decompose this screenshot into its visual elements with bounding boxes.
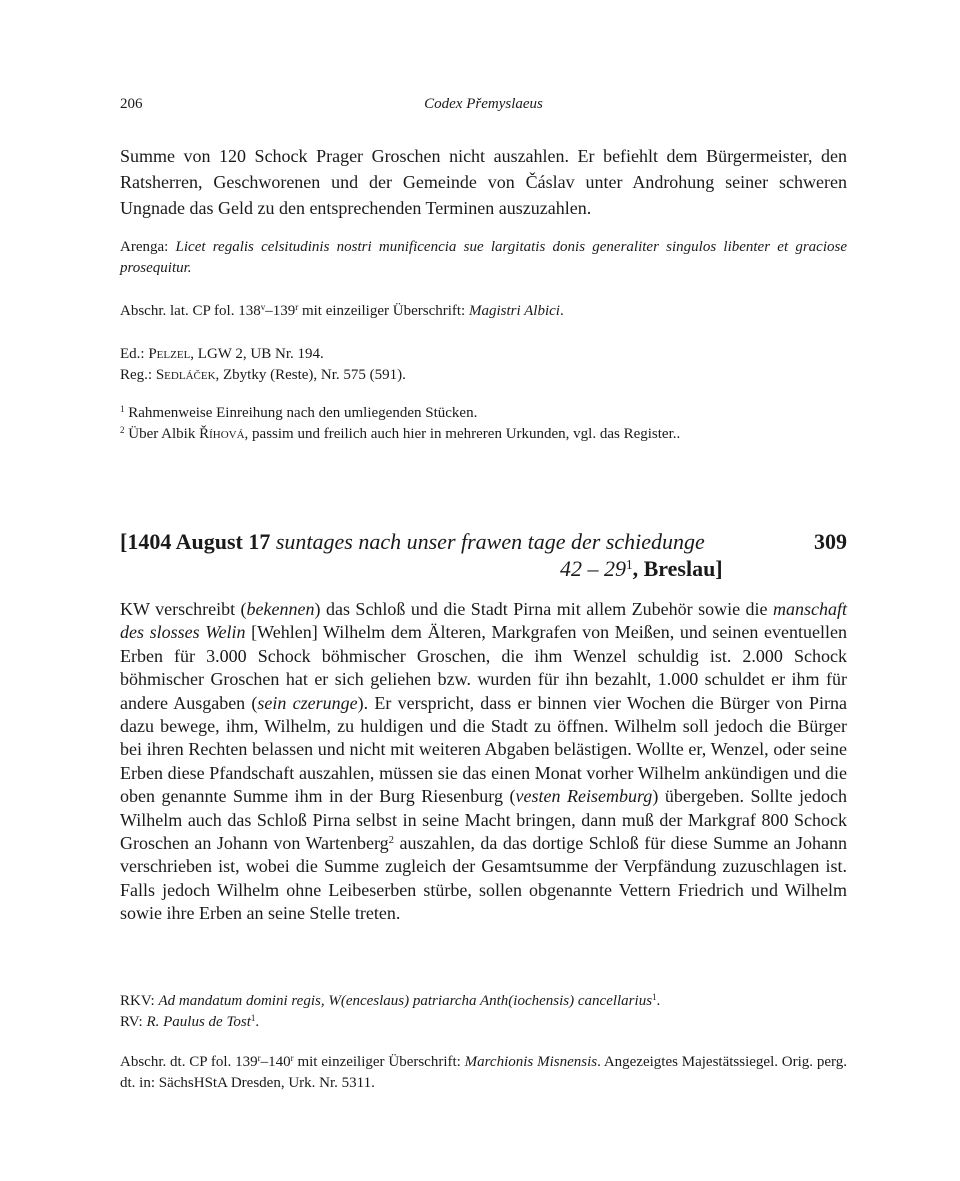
running-title: Codex Přemyslaeus (424, 96, 543, 112)
entry-place: , Breslau] (632, 556, 723, 581)
entry-heading (120, 528, 847, 584)
entry-date-original-end: 42 – 29 (560, 556, 626, 581)
ed-label: Ed.: (120, 346, 149, 362)
transcript-text: mit einzeiliger Überschrift: (298, 303, 469, 319)
rkv-label: RKV: (120, 993, 159, 1009)
chancery-notes (120, 991, 847, 1033)
footnotes (120, 403, 847, 445)
rkv-end: . (656, 993, 661, 1009)
arenga (120, 237, 847, 279)
transcript-prefix: Abschr. lat. CP fol. 138 (120, 303, 261, 319)
footnote-ref: 2 (388, 834, 395, 847)
transcript-range: –140 (260, 1054, 291, 1070)
transcript-title: Magistri Albici (468, 303, 560, 319)
regest-text: [Wehlen] Wilhelm dem Älteren, Markgrafen von Meißen, und seinen eventuellen Erben für 3.000 Schock böhmischer Groschen, die ihm Wenzel schuldig ist. 2.000 Schock böhmischer Groschen hat er sich geliehen bzw. wurden für ihn bezahlt, 1.000 schuldet er ihm für andere Ausgaben ( (120, 622, 847, 713)
regest-text: auszahlen, da das dortige Schloß für diese Summe an Johann verschrieben ist, wobei die Summe zugleich der Gesamtsumme der Verpfändung zuzuschlagen ist. Falls jedoch Wilhelm ohne Leibeserben stürbe, sollen obgenannte Vettern Friedrich und Wilhelm sowie ihre Erben an seine Stelle treten. (120, 833, 847, 924)
footnote-author: Říhová (199, 426, 245, 442)
transcript-range: –139 (265, 303, 296, 319)
regest-text: ) übergeben. Sollte jedoch Wilhelm auch das Schloß Pirna selbst in seine Macht bringen, dann muß der Markgraf 800 Schock Groschen an Johann von Wartenberg (120, 786, 848, 854)
rv-label: RV: (120, 1014, 147, 1030)
arenga-text: Licet regalis celsitudinis nostri munificencia sue largitatis donis generaliter singulos libenter et graciose prosequitur. (120, 239, 848, 276)
footnote-number: 2 (120, 425, 125, 436)
footnote-ref: 1 (652, 992, 657, 1003)
reg-author: Sedláček (155, 367, 216, 383)
footnote-text: Über Albik (124, 426, 200, 442)
transcript-note (120, 301, 847, 322)
previous-entry-summary: Summe von 120 Schock Prager Groschen nicht auszahlen. Er befiehlt dem Bürgermeister, den Ratsherren, Geschworenen und der Gemeinde von Čáslav unter Androhung seiner schweren Ungnade das Geld zu den entsprechenden Terminen auszuzahlen. (120, 146, 847, 218)
entry-date-line (120, 528, 705, 555)
entry-regest (120, 598, 847, 926)
quoted-term: sein czerunge (257, 692, 358, 713)
transcript-end: . (559, 303, 564, 319)
footnote-number: 1 (120, 404, 125, 415)
reg-reference: , Zbytky (Reste), Nr. 575 (591). (215, 367, 406, 383)
running-header (120, 96, 847, 116)
ed-author: Pelzel (148, 346, 191, 362)
quoted-term: manschaft des slosses Welin (120, 599, 847, 643)
reg-label: Reg.: (120, 367, 156, 383)
entry-date: [1404 August 17 (120, 529, 276, 554)
folio-sup: v (260, 302, 266, 313)
page-number: 206 (120, 96, 143, 112)
regest-text: KW verschreibt ( (120, 599, 247, 619)
rv-end: . (255, 1014, 260, 1030)
quoted-term: bekennen (246, 599, 315, 619)
transcript-end: . Angezeigtes Majestätssiegel. Orig. perg. dt. in: SächsHStA Dresden, Urk. Nr. 5311. (120, 1054, 847, 1091)
footnote-text: Rahmenweise Einreihung nach den umliegenden Stücken. (124, 405, 478, 421)
rv-text: R. Paulus de Tost (146, 1014, 251, 1030)
ed-reference: , LGW 2, UB Nr. 194. (190, 346, 324, 362)
editions-note (120, 344, 847, 386)
folio-sup: r (295, 302, 299, 313)
transcript-prefix: Abschr. dt. CP fol. 139 (120, 1054, 258, 1070)
folio-sup: r (257, 1053, 261, 1064)
arenga-label: Arenga: (120, 239, 169, 255)
footnote-text: , passim und freilich auch hier in mehreren Urkunden, vgl. das Register.. (244, 426, 681, 442)
regest-text: ) das Schloß und die Stadt Pirna mit allem Zubehör sowie die (314, 599, 773, 619)
entry-number: 309 (814, 529, 847, 554)
transcript-note-entry (120, 1052, 847, 1094)
transcript-title: Marchionis Misnensis (464, 1054, 598, 1070)
folio-sup: r (290, 1053, 294, 1064)
regest-text: ). Er verspricht, dass er binnen vier Wochen die Bürger von Pirna dazu bewege, ihm, Wilhelm, zu huldigen und die Stadt zu öffnen. Wilhelm soll jedoch die Bürger bei ihren Rechten belassen und nicht mit weiteren Abgaben belästigen. Wollte er, Wenzel, oder seine Erben diese Pfandschaft auszahlen, müssen sie das einen Monat vorher Wilhelm ankündigen und die oben genannte Summe ihm in der Burg Riesenburg ( (120, 692, 847, 807)
footnote-ref: 1 (250, 1013, 256, 1024)
transcript-text: mit einzeiliger Überschrift: (293, 1054, 465, 1070)
entry-date-original: suntages nach unser frawen tage der schiedunge (275, 529, 705, 554)
footnote-ref: 1 (626, 556, 633, 572)
rkv-text: Ad mandatum domini regis, W(enceslaus) patriarcha Anth(iochensis) cancellarius (158, 993, 653, 1009)
quoted-term: vesten Reisemburg (515, 786, 653, 807)
entry-place-line (560, 555, 723, 582)
